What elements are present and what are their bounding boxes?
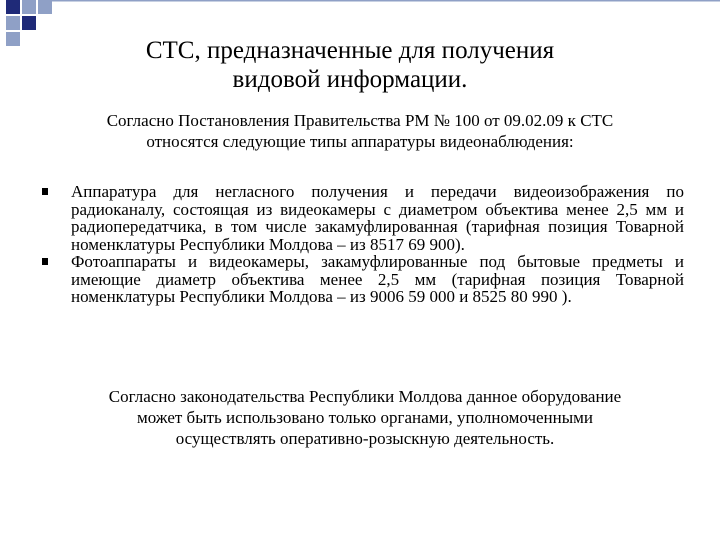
closing-paragraph [40,386,690,449]
slide-title-line-1: СТС, предназначенные для получения [145,37,555,64]
bullet-list [42,183,684,306]
intro-paragraph [40,110,680,152]
list-item [42,183,684,253]
intro-line-2: относятся следующие типы аппаратуры видеонаблюдения: [146,132,574,151]
list-item [42,253,684,306]
slide-title-line-2: видовой информации. [232,66,468,93]
bullet-text: Аппаратура для негласного получения и передачи видеоизображения по радиоканалу, состоящая из видеокамеры с диаметром объектива менее 2,5 мм и радиопередатчика, в том числе закамуфлированная (тарифная позиция Товарной номенклатуры Республики Молдова – из 8517 69 900). [71,182,684,254]
corner-squares-pattern [6,0,52,46]
intro-line-1: Согласно Постановления Правительства РМ № 100 от 09.02.09 к СТС [106,111,614,130]
square-bullet-icon [42,258,48,265]
bullet-text: Фотоаппараты и видеокамеры, закамуфлированные под бытовые предметы и имеющие диаметр объектива менее 2,5 мм (тарифная позиция Товарной номенклатуры Республики Молдова – из 9006 59 000 и 8525 80 990 ). [71,252,684,306]
square-bullet-icon [42,188,48,195]
closing-line-3: осуществлять оперативно-розыскную деятельность. [175,429,555,448]
header-rule [50,0,720,2]
closing-line-1: Согласно законодательства Республики Молдова данное оборудование [108,387,622,406]
closing-line-2: может быть использовано только органами, уполномоченными [136,408,594,427]
slide-title [80,36,620,94]
